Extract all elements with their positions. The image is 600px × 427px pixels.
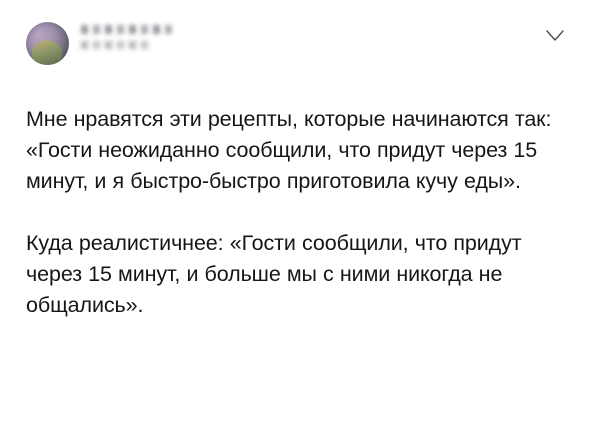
author-name-block bbox=[81, 22, 173, 49]
avatar[interactable] bbox=[26, 22, 69, 65]
tweet-body bbox=[26, 104, 574, 321]
tweet-paragraph-1: Мне нравятся эти рецепты, которые начинаются так: «Гости неожиданно сообщили, что придут через 15 минут, и я быстро-быстро приготовила кучу еды». bbox=[26, 107, 552, 193]
tweet-paragraph-2: Куда реалистичнее: «Гости сообщили, что придут через 15 минут, и больше мы с ними никогда не общались». bbox=[26, 231, 522, 317]
tweet-header bbox=[26, 22, 574, 78]
author-display-name-redacted bbox=[81, 25, 173, 34]
chevron-down-icon[interactable] bbox=[546, 30, 564, 42]
author-handle-redacted bbox=[81, 41, 149, 49]
